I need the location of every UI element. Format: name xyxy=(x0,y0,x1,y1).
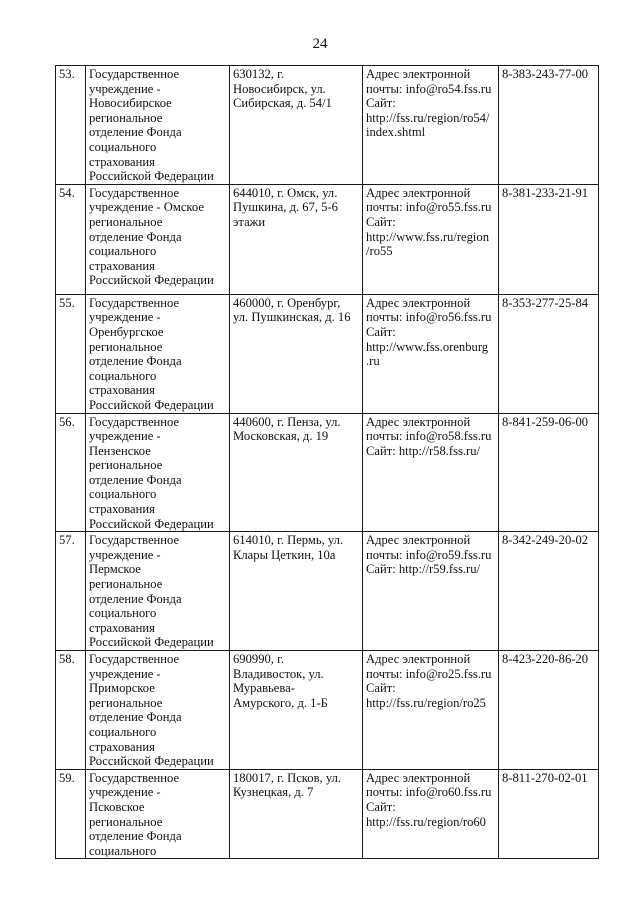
address-cell xyxy=(230,769,363,859)
organization-name-line: региональное xyxy=(89,110,163,125)
organization-name-line: Новосибирское xyxy=(89,96,172,111)
organization-name-line: страхования xyxy=(89,739,155,754)
contacts-line: почты: info@ro25.fss.ru xyxy=(366,666,492,681)
organization-name-line: отделение Фонда xyxy=(89,472,182,487)
address-line: Амурского, д. 1-Б xyxy=(233,695,328,710)
contacts-line: http://fss.ru/region/ro25 xyxy=(366,695,486,710)
address-line: 690990, г. xyxy=(233,652,284,666)
contacts-line: Адрес электронной xyxy=(366,533,471,548)
row-number-cell: 58. xyxy=(56,651,86,770)
organization-name-line: отделение Фонда xyxy=(89,591,182,606)
contacts-line: почты: info@ro54.fss.ru xyxy=(366,81,492,96)
phone-cell: 8-841-259-06-00 xyxy=(499,413,599,532)
address-line: этажи xyxy=(233,214,266,229)
organization-name-line: учреждение - xyxy=(89,785,161,800)
fss-offices-table xyxy=(55,65,599,859)
table-row xyxy=(56,184,599,294)
organization-name-line: Государственное xyxy=(89,185,180,200)
organization-name-line: социального xyxy=(89,606,157,621)
table-row xyxy=(56,66,599,185)
organization-name-line: Государственное xyxy=(89,414,180,429)
row-number-cell: 55. xyxy=(56,294,86,413)
contacts-line: Сайт: xyxy=(366,681,396,696)
address-line: Новосибирск, ул. xyxy=(233,81,326,96)
address-line: Сибирская, д. 54/1 xyxy=(233,96,332,111)
table-row xyxy=(56,769,599,859)
address-cell xyxy=(230,66,363,185)
address-line: 630132, г. xyxy=(233,67,284,81)
organization-name-line: учреждение - xyxy=(89,429,161,444)
phone-cell: 8-383-243-77-00 xyxy=(499,66,599,185)
organization-name-line: страхования xyxy=(89,154,155,169)
organization-name-line: Пермское xyxy=(89,562,141,577)
contacts-line: Сайт: http://r59.fss.ru/ xyxy=(366,562,481,577)
organization-name-line: страхования xyxy=(89,383,155,398)
table-row xyxy=(56,294,599,413)
address-line: Московская, д. 19 xyxy=(233,429,329,444)
row-number-cell: 57. xyxy=(56,532,86,651)
phone-cell: 8-811-270-02-01 xyxy=(499,769,599,859)
organization-name-line: отделение Фонда xyxy=(89,125,182,140)
organization-name-line: Российской Федерации xyxy=(89,397,214,412)
organization-name-line: социального xyxy=(89,724,157,739)
address-line: Пушкина, д. 67, 5-6 xyxy=(233,200,338,215)
contacts-line: Сайт: xyxy=(366,214,396,229)
contacts-line: Адрес электронной xyxy=(366,414,471,429)
organization-name-line: учреждение - xyxy=(89,81,161,96)
organization-name-line: учреждение - xyxy=(89,666,161,681)
organization-name-line: страхования xyxy=(89,502,155,517)
organization-name-line: социального xyxy=(89,139,157,154)
organization-name-cell xyxy=(86,651,230,770)
table-body xyxy=(56,66,599,859)
organization-name-line: Государственное xyxy=(89,533,180,548)
contacts-cell xyxy=(363,769,499,859)
address-cell xyxy=(230,651,363,770)
organization-name-line: Псковское xyxy=(89,799,145,814)
organization-name-line: социального xyxy=(89,487,157,502)
contacts-line: http://www.fss.orenburg xyxy=(366,339,489,354)
contacts-cell xyxy=(363,184,499,294)
organization-name-line: Государственное xyxy=(89,67,180,81)
row-number-cell: 54. xyxy=(56,184,86,294)
contacts-line: почты: info@ro55.fss.ru xyxy=(366,200,492,215)
organization-name-line: Оренбургское xyxy=(89,324,164,339)
organization-name-line: региональное xyxy=(89,339,163,354)
contacts-cell xyxy=(363,294,499,413)
address-cell xyxy=(230,294,363,413)
contacts-line: index.shtml xyxy=(366,125,426,140)
organization-name-line: Российской Федерации xyxy=(89,169,214,184)
contacts-line: http://fss.ru/region/ro54/ xyxy=(366,110,490,125)
organization-name-line: региональное xyxy=(89,814,163,829)
phone-cell: 8-423-220-86-20 xyxy=(499,651,599,770)
organization-name-line: Российской Федерации xyxy=(89,754,214,769)
contacts-line: почты: info@ro56.fss.ru xyxy=(366,310,492,325)
organization-name-line: Российской Федерации xyxy=(89,273,214,288)
address-line: ул. Пушкинская, д. 16 xyxy=(233,310,351,325)
table-row xyxy=(56,651,599,770)
row-number-cell: 59. xyxy=(56,769,86,859)
contacts-line: Адрес электронной xyxy=(366,652,471,666)
contacts-line: Адрес электронной xyxy=(366,185,471,200)
row-number-cell: 56. xyxy=(56,413,86,532)
page-number: 24 xyxy=(312,36,328,52)
contacts-line: Адрес электронной xyxy=(366,770,471,785)
address-line: 644010, г. Омск, ул. xyxy=(233,185,338,200)
contacts-cell xyxy=(363,532,499,651)
contacts-line: Адрес электронной xyxy=(366,295,471,310)
contacts-line: почты: info@ro58.fss.ru xyxy=(366,429,492,444)
organization-name-line: страхования xyxy=(89,258,155,273)
phone-cell: 8-342-249-20-02 xyxy=(499,532,599,651)
organization-name-line: учреждение - xyxy=(89,547,161,562)
organization-name-line: Приморское xyxy=(89,681,155,696)
organization-name-line: Государственное xyxy=(89,295,180,310)
phone-cell: 8-381-233-21-91 xyxy=(499,184,599,294)
address-line: 614010, г. Пермь, ул. xyxy=(233,533,344,548)
contacts-line: http://www.fss.ru/region xyxy=(366,229,490,244)
organization-name-line: социального xyxy=(89,244,157,259)
contacts-line: http://fss.ru/region/ro60 xyxy=(366,814,486,829)
contacts-cell xyxy=(363,413,499,532)
organization-name-line: отделение Фонда xyxy=(89,354,182,369)
address-cell xyxy=(230,532,363,651)
address-line: 440600, г. Пенза, ул. xyxy=(233,414,341,429)
organization-name-line: отделение Фонда xyxy=(89,229,182,244)
organization-name-line: отделение Фонда xyxy=(89,710,182,725)
contacts-line: почты: info@ro60.fss.ru xyxy=(366,785,492,800)
organization-name-cell xyxy=(86,769,230,859)
organization-name-line: учреждение - Омское xyxy=(89,200,204,215)
address-line: Муравьева- xyxy=(233,681,295,696)
address-cell xyxy=(230,413,363,532)
address-line: Владивосток, ул. xyxy=(233,666,324,681)
address-line: Клары Цеткин, 10а xyxy=(233,547,336,562)
row-number-cell: 53. xyxy=(56,66,86,185)
organization-name-line: учреждение - xyxy=(89,310,161,325)
organization-name-line: Государственное xyxy=(89,770,180,785)
table-row xyxy=(56,413,599,532)
contacts-line: .ru xyxy=(366,354,380,369)
address-line: 180017, г. Псков, ул. xyxy=(233,770,341,785)
address-line: 460000, г. Оренбург, xyxy=(233,295,341,310)
organization-name-cell xyxy=(86,294,230,413)
contacts-line: Сайт: xyxy=(366,799,396,814)
organization-name-cell xyxy=(86,184,230,294)
organization-name-line: Российской Федерации xyxy=(89,635,214,650)
contacts-cell xyxy=(363,651,499,770)
address-line: Кузнецкая, д. 7 xyxy=(233,785,314,800)
organization-name-line: социального xyxy=(89,368,157,383)
organization-name-line: региональное xyxy=(89,214,163,229)
organization-name-line: Государственное xyxy=(89,652,180,666)
organization-name-line: страхования xyxy=(89,620,155,635)
organization-name-line: отделение Фонда xyxy=(89,829,182,844)
organization-name-cell xyxy=(86,66,230,185)
organization-name-line: региональное xyxy=(89,695,163,710)
organization-name-line: региональное xyxy=(89,577,163,592)
contacts-line: /ro55 xyxy=(366,244,393,259)
contacts-line: Сайт: xyxy=(366,96,396,111)
contacts-line: Адрес электронной xyxy=(366,67,471,81)
phone-cell: 8-353-277-25-84 xyxy=(499,294,599,413)
contacts-line: Сайт: http://r58.fss.ru/ xyxy=(366,443,481,458)
contacts-cell xyxy=(363,66,499,185)
contacts-line: Сайт: xyxy=(366,324,396,339)
organization-name-cell xyxy=(86,413,230,532)
organization-name-line: Пензенское xyxy=(89,443,151,458)
organization-name-cell xyxy=(86,532,230,651)
table-row xyxy=(56,532,599,651)
organization-name-line: социального xyxy=(89,843,157,858)
organization-name-line: региональное xyxy=(89,458,163,473)
address-cell xyxy=(230,184,363,294)
organization-name-line: Российской Федерации xyxy=(89,516,214,531)
contacts-line: почты: info@ro59.fss.ru xyxy=(366,547,492,562)
